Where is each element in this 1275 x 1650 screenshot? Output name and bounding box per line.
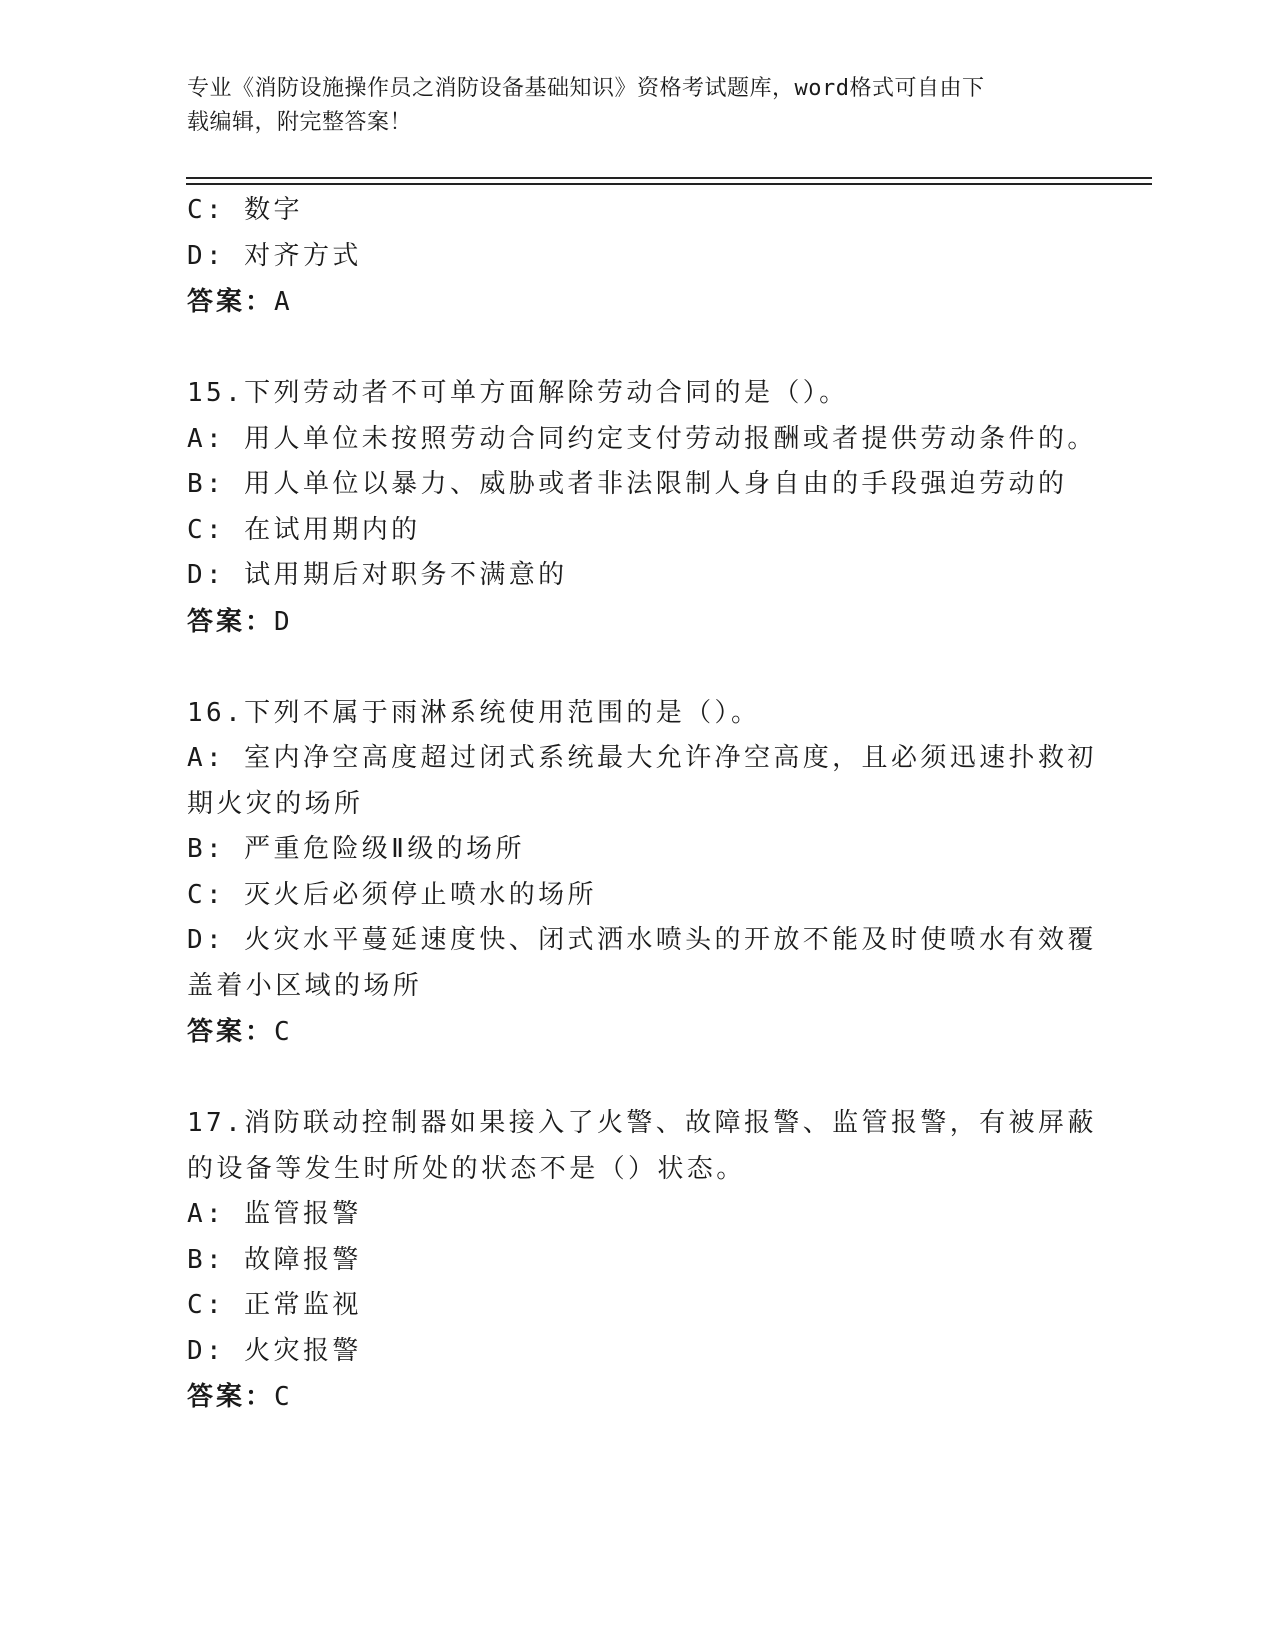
answer-label: 答案： [187, 1382, 275, 1412]
header-rule-top [186, 177, 1152, 179]
answer-label: 答案： [187, 1017, 275, 1047]
option-c: C: 灭火后必须停止喷水的场所 [187, 879, 597, 910]
question-stem: 的设备等发生时所处的状态不是（）状态。 [187, 1153, 746, 1184]
answer-value: C [274, 1017, 293, 1047]
option-a: 期火灾的场所 [187, 788, 364, 819]
answer-label: 答案： [187, 287, 275, 317]
option-c: C: 在试用期内的 [187, 514, 421, 545]
option-c: C: 正常监视 [187, 1290, 362, 1320]
answer-value: C [274, 1382, 293, 1412]
option-a: A: 室内净空高度超过闭式系统最大允许净空高度，且必须迅速扑救初 [187, 743, 1097, 773]
option-d: D: 火灾报警 [187, 1335, 362, 1366]
header-line-2: 载编辑，附完整答案！ [187, 110, 413, 135]
answer-line [187, 599, 1087, 645]
header-rule-bottom [186, 183, 1152, 185]
header-line-1: 专业《消防设施操作员之消防设备基础知识》资格考试题库，word格式可自由下 [187, 76, 985, 101]
option-b: B: 严重危险级Ⅱ级的场所 [187, 834, 525, 864]
option-a: A: 用人单位未按照劳动合同约定支付劳动报酬或者提供劳动条件的。 [187, 423, 1097, 454]
option-d: 盖着小区域的场所 [187, 970, 423, 1001]
option-d: D: 对齐方式 [187, 240, 362, 271]
answer-value: D [274, 606, 293, 637]
option-c: C: 数字 [187, 195, 303, 225]
spacer [187, 645, 1087, 691]
question-stem: 16.下列不属于雨淋系统使用范围的是（）。 [187, 697, 761, 728]
answer-label: 答案： [187, 606, 275, 637]
option-a: A: 监管报警 [187, 1199, 362, 1229]
option-b: B: 用人单位以暴力、威胁或者非法限制人身自由的手段强迫劳动的 [187, 469, 1068, 499]
question-list [187, 188, 1097, 1420]
option-d: D: 试用期后对职务不满意的 [187, 560, 568, 590]
option-d: D: 火灾水平蔓延速度快、闭式洒水喷头的开放不能及时使喷水有效覆 [187, 925, 1097, 955]
document-header [187, 72, 1067, 140]
question-stem: 15.下列劳动者不可单方面解除劳动合同的是（）。 [187, 378, 849, 408]
answer-value: A [274, 287, 293, 317]
answer-line [187, 279, 1087, 325]
spacer [187, 325, 1087, 371]
spacer [187, 1055, 1087, 1101]
answer-line [187, 1009, 1087, 1055]
question-stem: 17.消防联动控制器如果接入了火警、故障报警、监管报警，有被屏蔽 [187, 1108, 1097, 1138]
option-b: B: 故障报警 [187, 1244, 362, 1275]
answer-line [187, 1374, 1087, 1420]
